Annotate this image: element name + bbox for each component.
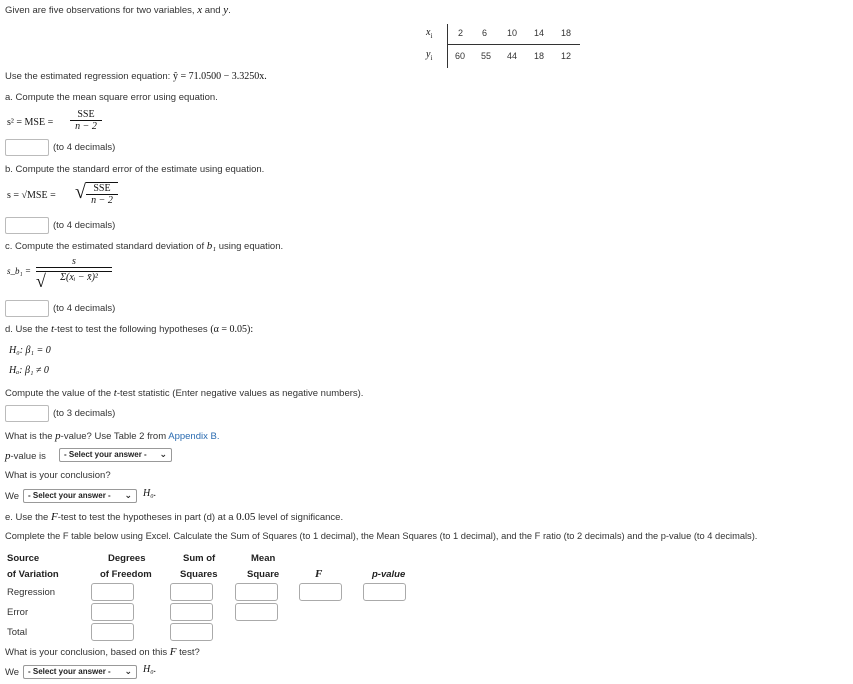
pvalue-is-p: p — [5, 450, 11, 462]
part-e-instructions: Complete the F table below using Excel. Calculate the Sum of Squares (to 1 decimal), the Mean Squares (to 1 decimal), and the F ratio (to 2 decimals) and the p-value (to 4 decimals). — [5, 531, 758, 541]
intro-var-y: y — [223, 4, 229, 16]
header-mean: Mean — [251, 553, 276, 564]
pvalue-is-label — [5, 450, 46, 462]
part-d-label-t: t — [50, 323, 55, 335]
header-degrees: Degrees — [108, 553, 146, 564]
part-a-label: a. Compute the mean square error using equation. — [5, 92, 218, 103]
chevron-down-icon: ⌄ — [124, 490, 132, 500]
part-e-label-f: F — [50, 511, 58, 523]
pvalue-question-suffix: -value? Use Table 2 from — [60, 431, 167, 442]
chevron-down-icon: ⌄ — [159, 449, 167, 459]
total-ss-input[interactable] — [170, 623, 213, 641]
y-value: 12 — [561, 51, 572, 61]
pvalue-is-suffix: -value is — [10, 451, 46, 462]
header-source: Source — [7, 553, 40, 564]
x-value: 6 — [482, 28, 488, 38]
header-pvalue: p-value — [372, 569, 406, 580]
conclusion-we-label: We — [5, 491, 20, 502]
f-conclusion-question-f: F — [169, 646, 177, 658]
f-pvalue-input[interactable] — [363, 583, 406, 601]
mse-input[interactable] — [5, 139, 49, 156]
f-test-conclusion-select-value: - Select your answer - — [28, 667, 111, 676]
part-d-label-mid: -test to test the following hypotheses — [54, 324, 208, 335]
x-value: 2 — [458, 28, 464, 38]
y-value: 60 — [455, 51, 466, 61]
f-test-conclusion-select[interactable] — [23, 665, 137, 679]
pvalue-select-value: - Select your answer - — [64, 450, 147, 459]
f-conclusion-we-label: We — [5, 667, 20, 678]
f-conclusion-question-prefix: What is your conclusion, based on this — [5, 647, 168, 658]
t-test-conclusion-select[interactable] — [23, 489, 137, 503]
t-stat-prompt-suffix: -test statistic (Enter negative values as negative numbers). — [116, 388, 364, 399]
part-c-frac-num: s — [36, 256, 112, 268]
regression-df-input[interactable] — [91, 583, 134, 601]
sqrt-icon: √ — [75, 181, 86, 203]
y-value: 55 — [481, 51, 492, 61]
standard-error-input[interactable] — [5, 217, 49, 234]
sqrt-icon: √ — [36, 271, 46, 291]
part-a-fraction — [70, 109, 102, 132]
header-sum: Sum of — [183, 553, 216, 564]
header-sum-sub: Squares — [180, 569, 218, 580]
chevron-down-icon: ⌄ — [124, 666, 132, 676]
conclusion-question: What is your conclusion? — [5, 470, 111, 481]
regression-ss-input[interactable] — [170, 583, 213, 601]
sb1-input[interactable] — [5, 300, 49, 317]
t-stat-prompt-t: t — [113, 387, 117, 399]
part-b-label: b. Compute the standard error of the estimate using equation. — [5, 164, 265, 175]
part-d-label-prefix: d. Use the — [5, 324, 49, 335]
header-source-sub: of Variation — [7, 569, 59, 580]
observation-table — [420, 24, 580, 70]
pvalue-question-prefix: What is the — [5, 431, 53, 442]
appendix-b-link[interactable]: Appendix B. — [168, 431, 220, 442]
part-a-decimals-note: (to 4 decimals) — [53, 142, 116, 153]
t-test-conclusion-select-value: - Select your answer - — [28, 491, 111, 500]
part-c-decimals-note: (to 4 decimals) — [53, 303, 116, 314]
part-d-decimals-note: (to 3 decimals) — [53, 408, 116, 419]
intro-sentence: Given are five observations for two variables, — [5, 5, 195, 16]
part-a-frac-den: n − 2 — [75, 121, 97, 132]
t-stat-prompt — [5, 387, 363, 399]
part-c-formula-lhs: s_b₁ = — [7, 266, 31, 276]
f-conclusion-question — [5, 646, 200, 658]
t-stat-input[interactable] — [5, 405, 49, 422]
pvalue-select[interactable] — [59, 448, 172, 462]
part-d-label-alpha: (α = 0.05): — [210, 324, 254, 335]
part-b-frac-den: n − 2 — [91, 195, 113, 206]
error-ss-input[interactable] — [170, 603, 213, 621]
x-value: 18 — [561, 28, 572, 38]
regression-line — [5, 71, 267, 82]
row-label-regression: Regression — [7, 587, 56, 598]
total-df-input[interactable] — [91, 623, 134, 641]
part-e-label-mid: -test to test the hypotheses in part (d) at a — [57, 512, 234, 523]
header-mean-sub: Square — [247, 569, 280, 580]
f-conclusion-h0: H₀. — [143, 664, 157, 675]
t-stat-prompt-prefix: Compute the value of the — [5, 388, 112, 399]
regression-equation: ŷ = 71.0500 − 3.3250x. — [172, 71, 267, 82]
part-e-label — [5, 511, 343, 523]
part-b-formula-lhs: s = √MSE = — [7, 190, 56, 201]
error-df-input[interactable] — [91, 603, 134, 621]
f-conclusion-question-suffix: test? — [179, 647, 200, 658]
part-c-label-var: b₁ — [206, 240, 217, 252]
y-row-label: $y_i$ — [426, 49, 433, 62]
part-c-label-suffix: using equation. — [218, 241, 284, 252]
y-value: 18 — [534, 51, 545, 61]
part-e-label-prefix: e. Use the — [5, 512, 49, 523]
intro-text: Given are five observations for two variables, x and y. — [5, 4, 231, 16]
row-label-error: Error — [7, 607, 29, 618]
regression-prefix: Use the estimated regression equation: — [5, 71, 171, 82]
part-b-fraction — [86, 182, 118, 206]
error-ms-input[interactable] — [235, 603, 278, 621]
x-value: 10 — [507, 28, 518, 38]
alternative-hypothesis: Hₐ: β₁ ≠ 0 — [9, 365, 49, 376]
part-c-fraction — [36, 256, 112, 283]
part-c-frac-den: Σ(xᵢ − x̄)² — [36, 271, 112, 283]
part-a-formula-lhs: s² = MSE = — [7, 117, 54, 128]
part-a-frac-num: SSE — [70, 109, 102, 121]
intro-var-x: x — [197, 4, 203, 16]
part-c-label-prefix: c. Compute the estimated standard deviation of — [5, 241, 205, 252]
part-e-label-level: 0.05 — [236, 511, 256, 523]
intro-and: and — [204, 5, 221, 16]
row-label-total: Total — [7, 627, 28, 638]
regression-ms-input[interactable] — [235, 583, 278, 601]
null-hypothesis: H₀: β₁ = 0 — [9, 345, 51, 356]
part-b-frac-num: SSE — [86, 183, 118, 195]
part-e-label-suffix: level of significance. — [258, 512, 344, 523]
part-b-decimals-note: (to 4 decimals) — [53, 220, 116, 231]
pvalue-question — [5, 430, 219, 442]
conclusion-h0: H₀. — [143, 488, 157, 499]
header-degrees-sub: of Freedom — [100, 569, 152, 580]
x-value: 14 — [534, 28, 545, 38]
part-d-label — [5, 323, 253, 335]
pvalue-question-p: p — [55, 430, 61, 442]
y-value: 44 — [507, 51, 518, 61]
header-f: F — [315, 568, 323, 580]
f-ratio-input[interactable] — [299, 583, 342, 601]
part-c-label — [5, 240, 283, 252]
x-row-label: $x_i$ — [426, 27, 433, 40]
